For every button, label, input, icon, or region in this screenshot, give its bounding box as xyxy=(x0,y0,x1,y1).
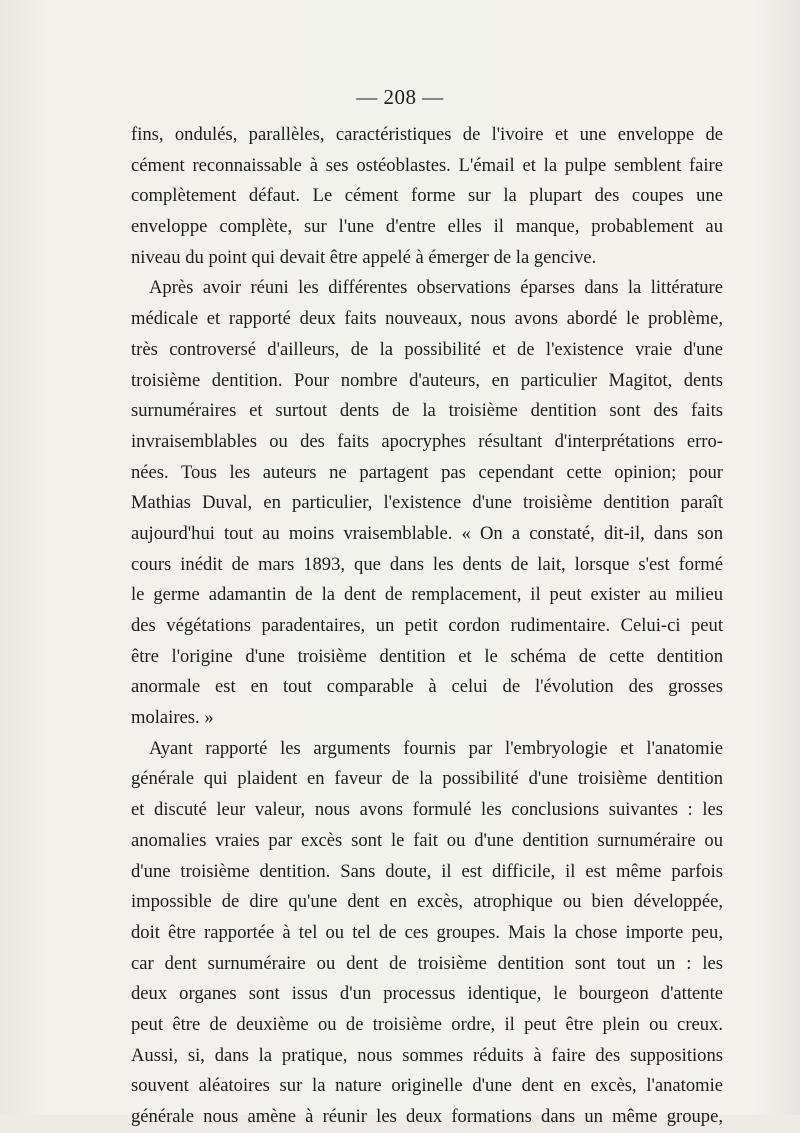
text-line: le germe adamantin de la dent de remplacement, il peut exister au milieu xyxy=(131,584,723,606)
text-line: cours inédit de mars 1893, que dans les dents de lait, lorsque s'est formé xyxy=(131,553,723,575)
paragraph-1 xyxy=(131,120,723,273)
text-line: générale qui plaident en faveur de la possibilité d'une troisième dentition xyxy=(131,768,723,790)
body-text xyxy=(131,120,723,1133)
text-line: générale nous amène à réunir les deux formations dans un même groupe, xyxy=(131,1106,723,1127)
text-line: complètement défaut. Le cément forme sur la plupart des coupes une xyxy=(131,185,723,207)
text-line: enveloppe complète, sur l'une d'entre elles il manque, probablement au xyxy=(131,216,723,238)
paragraph-3 xyxy=(131,734,723,1133)
text-line: Ayant rapporté les arguments fournis par l'embryologie et l'anatomie xyxy=(149,737,723,759)
text-line: Mathias Duval, en particulier, l'existence d'une troisième dentition paraît xyxy=(131,492,723,514)
text-line: troisième dentition. Pour nombre d'auteurs, en particulier Magitot, dents xyxy=(131,369,723,391)
text-line: souvent aléatoires sur la nature originelle d'une dent en excès, l'anatomie xyxy=(131,1075,723,1097)
text-line: doit être rapportée à tel ou tel de ces groupes. Mais la chose importe peu, xyxy=(131,921,723,943)
text-line: impossible de dire qu'une dent en excès, atrophique ou bien développée, xyxy=(131,891,723,913)
text-line: médicale et rapporté deux faits nouveaux, nous avons abordé le problème, xyxy=(131,308,723,330)
text-line: anomalies vraies par excès sont le fait ou d'une dentition surnuméraire ou xyxy=(131,829,723,851)
text-line: molaires. » xyxy=(131,707,214,729)
text-line: nées. Tous les auteurs ne partagent pas cependant cette opinion; pour xyxy=(131,461,723,483)
text-line: surnuméraires et surtout dents de la troisième dentition sont des faits xyxy=(131,400,723,422)
text-line: cément reconnaissable à ses ostéoblastes. L'émail et la pulpe semblent faire xyxy=(131,154,723,176)
text-line: être l'origine d'une troisième dentition et le schéma de cette dentition xyxy=(131,645,723,667)
text-line: invraisemblables ou des faits apocryphes résultant d'interprétations erro- xyxy=(131,430,723,452)
text-line: d'une troisième dentition. Sans doute, il est difficile, il est même parfois xyxy=(131,860,723,882)
text-line: et discuté leur valeur, nous avons formulé les conclusions suivantes : les xyxy=(131,799,723,821)
text-line: Aussi, si, dans la pratique, nous sommes réduits à faire des suppositions xyxy=(131,1044,723,1066)
text-line: Après avoir réuni les différentes observations éparses dans la littérature xyxy=(149,277,723,299)
page-number: — 208 — xyxy=(356,85,444,109)
text-line: des végétations paradentaires, un petit cordon rudimentaire. Celui-ci peut xyxy=(131,615,723,636)
text-line: anormale est en tout comparable à celui de l'évolution des grosses xyxy=(131,676,723,698)
text-line: fins, ondulés, parallèles, caractéristiques de l'ivoire et une enveloppe de xyxy=(131,124,723,145)
text-line: deux organes sont issus d'un processus identique, le bourgeon d'attente xyxy=(131,983,723,1005)
text-line: peut être de deuxième ou de troisième ordre, il peut être plein ou creux. xyxy=(131,1013,723,1035)
text-line: très controversé d'ailleurs, de la possibilité et de l'existence vraie d'une xyxy=(131,338,723,360)
text-line: niveau du point qui devait être appelé à émerger de la gencive. xyxy=(131,246,597,268)
paragraph-2 xyxy=(131,273,723,733)
text-line: car dent surnuméraire ou dent de troisième dentition sont tout un : les xyxy=(131,952,723,974)
text-line: aujourd'hui tout au moins vraisemblable. « On a constaté, dit-il, dans son xyxy=(131,522,723,544)
